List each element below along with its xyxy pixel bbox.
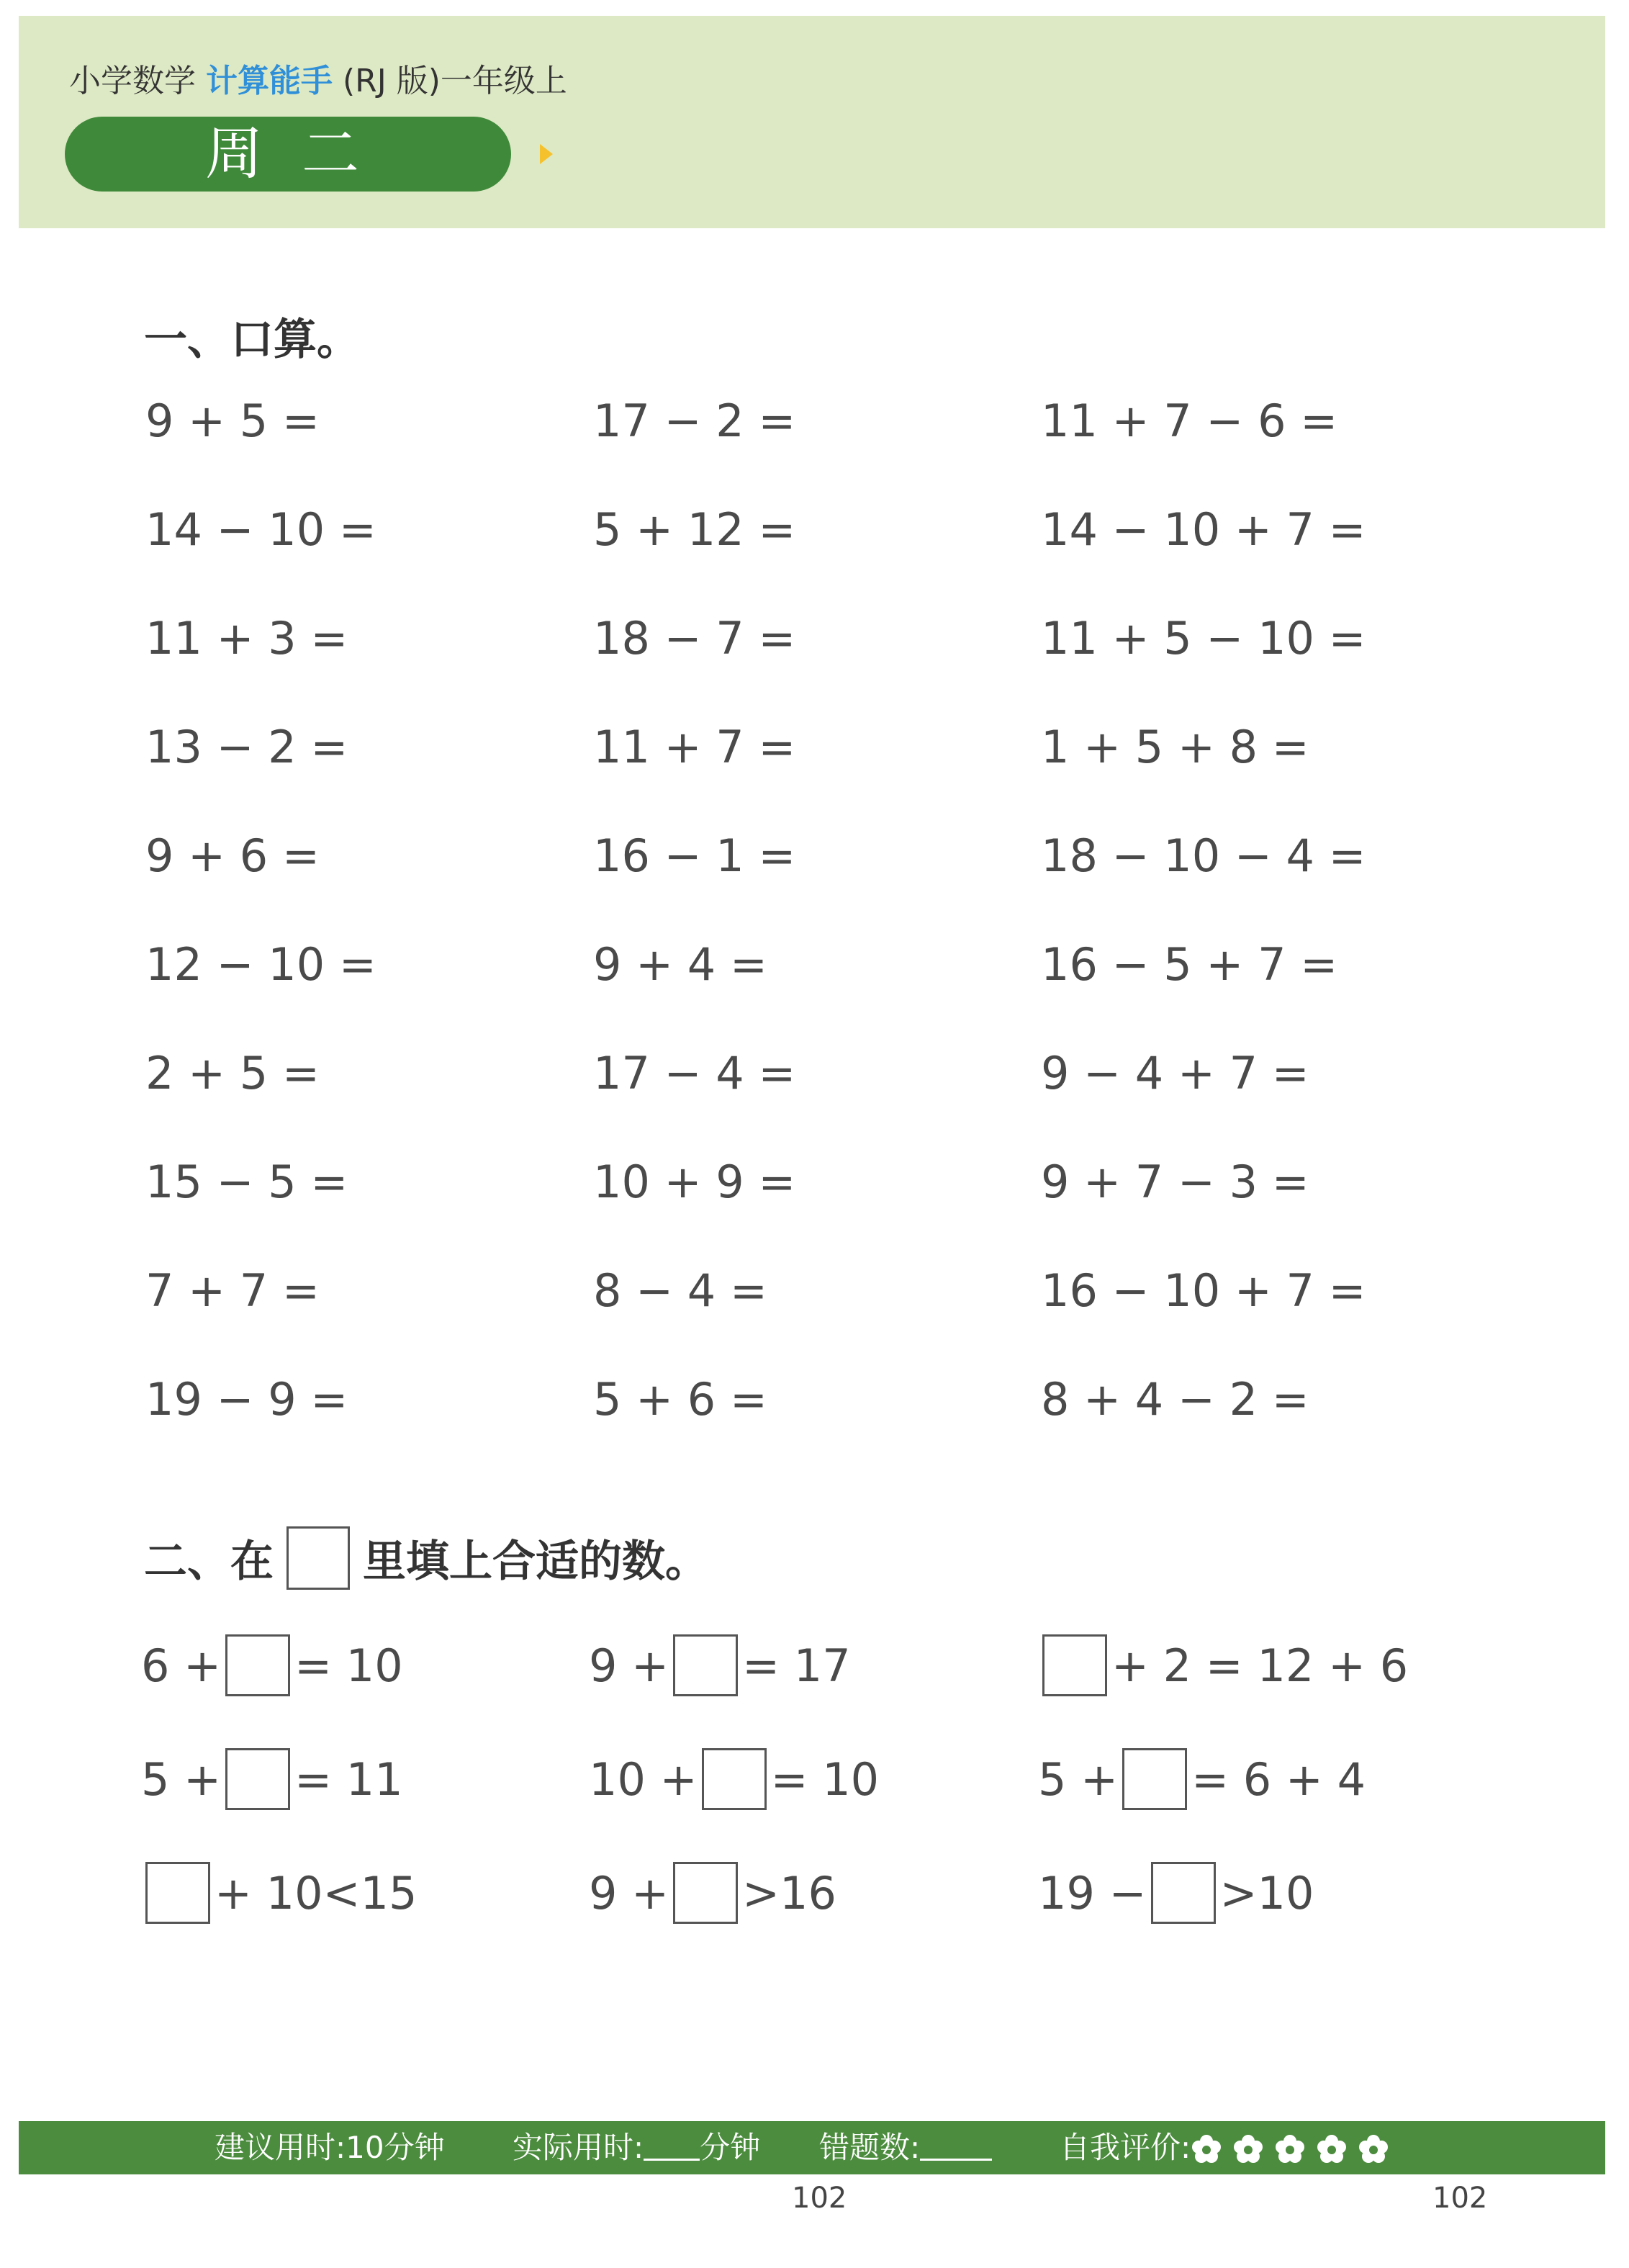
oral-calc-item: 17 − 2 = — [593, 395, 796, 447]
oral-calc-item: 18 − 10 − 4 = — [1041, 829, 1366, 882]
oral-calc-item: 5 + 6 = — [593, 1373, 767, 1426]
suggested-time: 建议用时:10分钟 — [215, 2130, 445, 2165]
section1-title: 一、口算。 — [144, 315, 360, 365]
oral-calc-item: 9 + 7 − 3 = — [1041, 1156, 1309, 1208]
flower-icon[interactable] — [1191, 2134, 1222, 2166]
fill-in-item — [1038, 1862, 1314, 1924]
oral-calc-item: 7 + 7 = — [145, 1264, 320, 1317]
fill-in-before: 5 + — [141, 1752, 222, 1806]
actual-time-label: 实际用时: — [513, 2130, 644, 2165]
oral-calc-item: 12 − 10 = — [145, 938, 376, 991]
page-number-left: 102 — [792, 2182, 847, 2215]
oral-calc-item: 13 − 2 = — [145, 721, 348, 773]
oral-calc-item: 16 − 1 = — [593, 829, 796, 882]
self-eval — [1060, 2121, 1399, 2174]
fill-in-before: 9 + — [589, 1866, 669, 1920]
answer-box[interactable] — [225, 1748, 290, 1810]
answer-box[interactable] — [1151, 1862, 1216, 1924]
section2-title-after: 里填上合适的数。 — [363, 1536, 708, 1587]
self-eval-label: 自我评价: — [1060, 2130, 1191, 2165]
fill-in-after: + 10<15 — [215, 1866, 418, 1920]
errors-label: 错题数: — [819, 2130, 921, 2165]
actual-time — [513, 2121, 760, 2174]
actual-time-blank[interactable] — [644, 2121, 700, 2161]
oral-calc-item: 10 + 9 = — [593, 1156, 796, 1208]
flower-icon[interactable] — [1274, 2134, 1306, 2166]
oral-calc-item: 18 − 7 = — [593, 612, 796, 665]
oral-calc-item: 14 − 10 + 7 = — [1041, 503, 1366, 556]
fill-in-before: 19 − — [1038, 1866, 1147, 1920]
oral-calc-item: 19 − 9 = — [145, 1373, 348, 1426]
oral-calc-item: 11 + 3 = — [145, 612, 348, 665]
fill-in-after: >10 — [1219, 1866, 1314, 1920]
oral-calc-item: 9 − 4 + 7 = — [1041, 1047, 1309, 1099]
play-arrow-icon — [540, 144, 553, 164]
footer-band — [19, 2121, 1605, 2174]
fill-in-before: 5 + — [1038, 1752, 1119, 1806]
errors-blank[interactable] — [920, 2121, 992, 2161]
fill-in-item — [141, 1748, 403, 1810]
fill-in-after: = 17 — [742, 1639, 851, 1692]
oral-calc-item: 5 + 12 = — [593, 503, 796, 556]
oral-calc-item: 1 + 5 + 8 = — [1041, 721, 1309, 773]
oral-calc-item: 11 + 7 = — [593, 721, 796, 773]
fill-in-item — [589, 1862, 836, 1924]
book-title-prefix: 小学数学 — [69, 63, 196, 99]
fill-in-after: = 6 + 4 — [1191, 1752, 1366, 1806]
self-eval-flowers — [1191, 2130, 1399, 2165]
oral-calc-item: 15 − 5 = — [145, 1156, 348, 1208]
oral-calc-item: 8 − 4 = — [593, 1264, 767, 1317]
fill-in-item — [589, 1634, 851, 1696]
flower-icon[interactable] — [1316, 2134, 1348, 2166]
oral-calc-item: 16 − 10 + 7 = — [1041, 1264, 1366, 1317]
book-title — [69, 55, 567, 101]
fill-in-item — [141, 1862, 417, 1924]
answer-box[interactable] — [1042, 1634, 1107, 1696]
fill-in-before: 6 + — [141, 1639, 222, 1692]
answer-box[interactable] — [145, 1862, 210, 1924]
book-title-suffix: (RJ 版)一年级上 — [343, 63, 567, 99]
actual-time-unit: 分钟 — [700, 2130, 761, 2165]
fill-in-item — [589, 1748, 879, 1810]
fill-in-after: >16 — [742, 1866, 836, 1920]
oral-calc-item: 14 − 10 = — [145, 503, 376, 556]
answer-box[interactable] — [702, 1748, 767, 1810]
oral-calc-item: 8 + 4 − 2 = — [1041, 1373, 1309, 1426]
fill-in-after: = 10 — [294, 1639, 403, 1692]
answer-box[interactable] — [673, 1634, 738, 1696]
section2-title — [144, 1526, 708, 1590]
fill-in-after: + 2 = 12 + 6 — [1111, 1639, 1409, 1692]
oral-calc-item: 9 + 6 = — [145, 829, 320, 882]
fill-in-before: 10 + — [589, 1752, 698, 1806]
day-label: 周二 — [205, 120, 398, 187]
flower-icon[interactable] — [1358, 2134, 1389, 2166]
oral-calc-item: 11 + 7 − 6 = — [1041, 395, 1338, 447]
oral-calc-item: 9 + 5 = — [145, 395, 320, 447]
answer-box[interactable] — [1122, 1748, 1187, 1810]
flower-icon[interactable] — [1232, 2134, 1264, 2166]
fill-in-item — [141, 1634, 403, 1696]
oral-calc-item: 2 + 5 = — [145, 1047, 320, 1099]
oral-calc-item: 17 − 4 = — [593, 1047, 796, 1099]
section2-title-before: 二、在 — [144, 1536, 274, 1587]
book-title-highlight: 计算能手 — [206, 63, 333, 99]
oral-calc-item: 11 + 5 − 10 = — [1041, 612, 1366, 665]
example-box-icon — [286, 1526, 350, 1590]
oral-calc-item: 9 + 4 = — [593, 938, 767, 991]
answer-box[interactable] — [225, 1634, 290, 1696]
page-number-right: 102 — [1432, 2182, 1488, 2215]
fill-in-item — [1038, 1748, 1366, 1810]
answer-box[interactable] — [673, 1862, 738, 1924]
fill-in-before: 9 + — [589, 1639, 669, 1692]
fill-in-after: = 11 — [294, 1752, 403, 1806]
fill-in-after: = 10 — [770, 1752, 880, 1806]
fill-in-item — [1038, 1634, 1408, 1696]
errors-count — [819, 2121, 992, 2174]
day-badge — [65, 117, 511, 192]
oral-calc-item: 16 − 5 + 7 = — [1041, 938, 1338, 991]
